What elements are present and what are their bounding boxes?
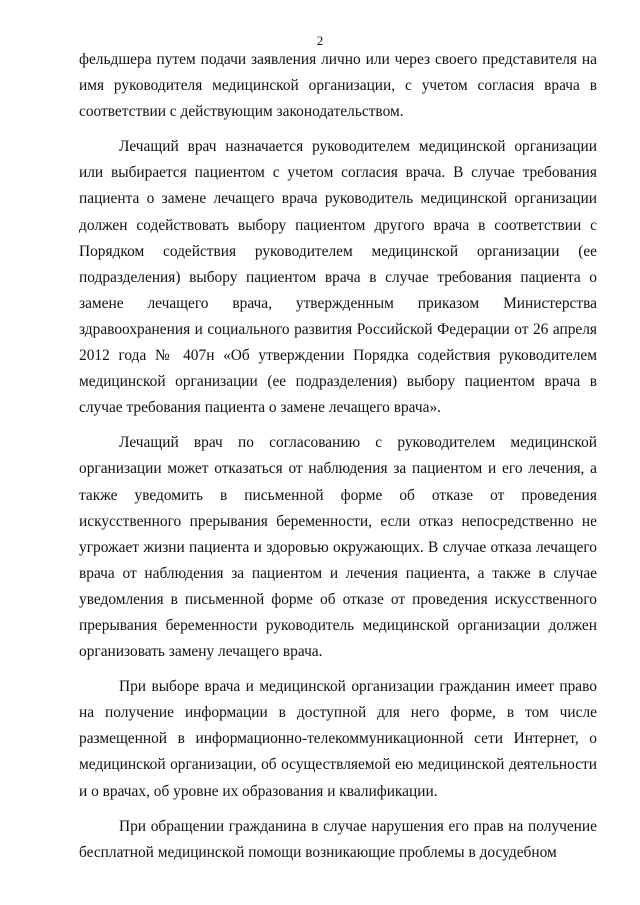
paragraph-attending-physician-assignment: Лечащий врач назначается руководителем медицинской организации или выбирается пациентом с учетом согласия врача. В случае требования пациента о замене лечащего врача руководитель медицинской организации должен содействовать выбору пациентом другого врача в соответствии с Порядком содействия руководителем медицинской организации (ее подразделения) выбору пациентом врача в случае требования пациента о замене лечащего врача, утвержденным приказом Министерства здравоохранения и социального развития Российской Федерации от 26 апреля 2012 года № 407н «Об утверждении Порядка содействия руководителем медицинской организации (ее подразделения) выбору пациентом врача в случае требования пациента о замене лечащего врача».: [79, 138, 597, 417]
paragraph-continuation: фельдшера путем подачи заявления лично или через своего представителя на имя руководителя медицинской организации, с учетом согласия врача в соответствии с действующим законодательством.: [79, 51, 597, 121]
paragraph-right-to-information: При выборе врача и медицинской организации гражданин имеет право на получение информации в доступной для него форме, в том числе размещенной в информационно-телекоммуникационной сети Интернет, о медицинской организации, об осуществляемой ею медицинской деятельности и о врачах, об уровне их образования и квалификации.: [79, 678, 597, 800]
paragraph-rights-violation: При обращении гражданина в случае нарушения его прав на получение бесплатной медицинской помощи возникающие проблемы в досудебном: [79, 817, 597, 861]
document-body: [79, 47, 597, 875]
page-number: 2: [316, 33, 324, 48]
paragraph-physician-refusal: Лечащий врач по согласованию с руководителем медицинской организации может отказаться от наблюдения за пациентом и его лечения, а также уведомить в письменной форме об отказе от проведения искусственного прерывания беременности, если отказ непосредственно не угрожает жизни пациента и здоровью окружающих. В случае отказа лечащего врача от наблюдения за пациентом и лечения пациента, а также в случае уведомления в письменной форме об отказе от проведения искусственного прерывания беременности руководитель медицинской организации должен организовать замену лечащего врача.: [79, 434, 597, 661]
